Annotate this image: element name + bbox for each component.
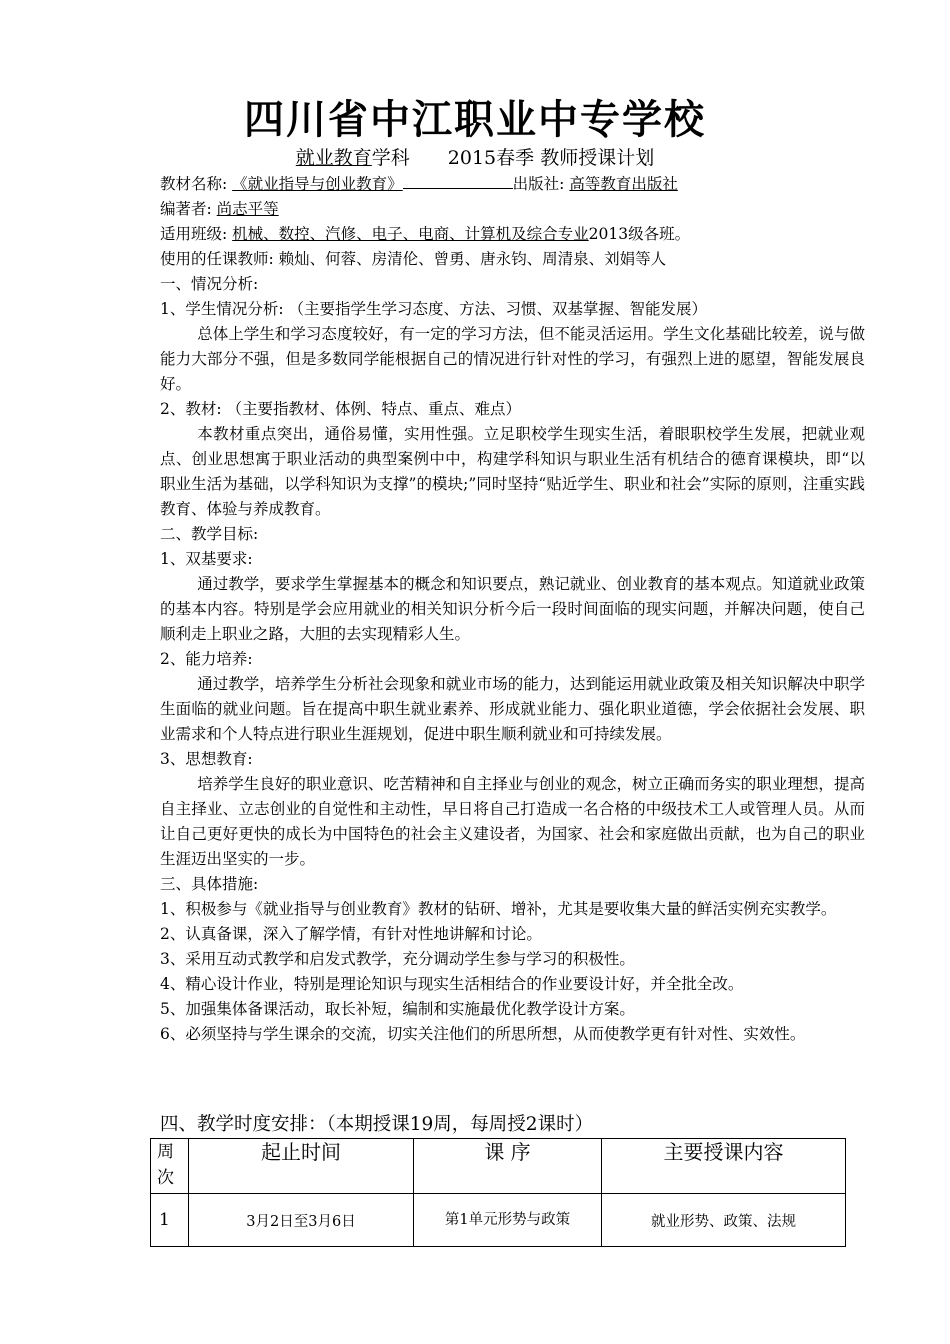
page-title: 四川省中江职业中专学校 [244, 97, 706, 143]
section-line: 2、能力培养: [160, 650, 253, 668]
cell-content: 就业形势、政策、法规 [602, 1194, 846, 1247]
section-line: 三、具体措施: [160, 875, 259, 893]
subtitle-rest: 学科 2015春季 教师授课计划 [371, 147, 655, 169]
section-line: 1、双基要求: [160, 550, 253, 568]
classes-value: 机械、数控、汽修、电子、电商、计算机及综合专业 [232, 225, 589, 243]
header-content: 主要授课内容 [602, 1139, 846, 1194]
header-dates: 起止时间 [189, 1139, 414, 1194]
classes-line [160, 222, 865, 247]
publisher-value: 高等教育出版社 [569, 175, 678, 193]
plan-body [160, 172, 865, 1047]
body-paragraph: 总体上学生和学习态度较好，有一定的学习方法，但不能灵活运用。学生文化基础比较差，说与做能力大部分不强，但是多数同学能根据自己的情况进行针对性的学习，有强烈上进的愿望，智能发展良好。 [160, 325, 865, 393]
schedule-table [150, 1138, 846, 1247]
schedule-heading: 四、教学时度安排：（本期授课19周，每周授2课时） [160, 1114, 594, 1135]
blank-line [403, 174, 513, 189]
section-line: 6、必须坚持与学生课余的交流，切实关注他们的所思所想，从而使教学更有针对性、实效性。 [160, 1025, 806, 1043]
section-line: 2、教材: （主要指教材、体例、特点、重点、难点） [160, 400, 522, 418]
subject-name: 就业教育 [295, 147, 372, 169]
section-line: 一、情况分析: [160, 275, 259, 293]
section-line: 3、采用互动式教学和启发式教学，充分调动学生参与学习的积极性。 [160, 950, 635, 968]
body-paragraph: 通过教学，要求学生掌握基本的概念和知识要点，熟记就业、创业教育的基本观点。知道就业政策的基本内容。特别是学会应用就业的相关知识分析今后一段时间面临的现实问题，并解决问题，使自己顺利走上职业之路，大胆的去实现精彩人生。 [160, 575, 865, 643]
classes-label: 适用班级: [160, 225, 233, 243]
body-paragraph: 培养学生良好的职业意识、吃苦精神和自主择业与创业的观念，树立正确而务实的职业理想，提高自主择业、立志创业的自觉性和主动性，早日将自己打造成一名合格的中级技术工人或管理人员。从而让自己更好更快的成长为中国特色的社会主义建设者，为国家、社会和家庭做出贡献，也为自己的职业生涯迈出坚实的一步。 [160, 775, 865, 868]
cell-week: 1 [151, 1194, 189, 1247]
teachers-line: 使用的任课教师: 赖灿、何蓉、房清伦、曾勇、唐永钧、周清泉、刘娟等人 [160, 250, 667, 268]
classes-tail: 2013级各班。 [588, 225, 691, 243]
section-line: 3、思想教育: [160, 750, 253, 768]
section-line: 2、认真备课，深入了解学情，有针对性地讲解和讨论。 [160, 925, 542, 943]
cell-dates: 3月2日至3月6日 [189, 1194, 414, 1247]
body-paragraph: 本教材重点突出，通俗易懂，实用性强。立足职校学生现实生活，着眼职校学生发展，把就业观点、创业思想寓于职业活动的典型案例中中，构建学科知识与职业生活有机结合的德育课模块，即“以职业生活为基础，以学科知识为支撑”的模块;”同时坚持“贴近学生、职业和社会”实际的原则，注重实践教育、体验与养成教育。 [160, 425, 865, 518]
body-paragraph: 通过教学，培养学生分析社会现象和就业市场的能力，达到能运用就业政策及相关知识解决中职学生面临的就业问题。旨在提高中职生就业素养、形成就业能力、强化职业道德，学会依据社会发展、职业需求和个人特点进行职业生涯规划，促进中职生顺利就业和可持续发展。 [160, 675, 865, 743]
table-row [151, 1194, 846, 1247]
section-line: 二、教学目标: [160, 525, 259, 543]
section-line: 1、学生情况分析: （主要指学生学习态度、方法、习惯、双基掌握、智能发展） [160, 300, 708, 318]
author-line [160, 197, 865, 222]
header-week: 周次 [151, 1139, 189, 1194]
textbook-value: 《就业指导与创业教育》 [232, 175, 403, 193]
section-line: 4、精心设计作业，特别是理论知识与现实生活相结合的作业要设计好，并全批全改。 [160, 975, 744, 993]
plan-content [160, 272, 865, 1047]
section-line: 5、加强集体备课活动，取长补短，编制和实施最优化教学设计方案。 [160, 1000, 635, 1018]
cell-lesson: 第1单元形势与政策 [414, 1194, 602, 1247]
textbook-line [160, 172, 865, 197]
subtitle [0, 145, 950, 171]
textbook-label: 教材名称: [160, 175, 233, 193]
section-line: 1、积极参与《就业指导与创业教育》教材的钻研、增补，尤其是要收集大量的鲜活实例充实教学。 [160, 900, 837, 918]
author-value: 尚志平等 [216, 200, 279, 218]
table-header-row [151, 1139, 846, 1194]
header-lesson: 课 序 [414, 1139, 602, 1194]
author-label: 编著者: [160, 200, 217, 218]
publisher-label: 出版社: [512, 175, 570, 193]
